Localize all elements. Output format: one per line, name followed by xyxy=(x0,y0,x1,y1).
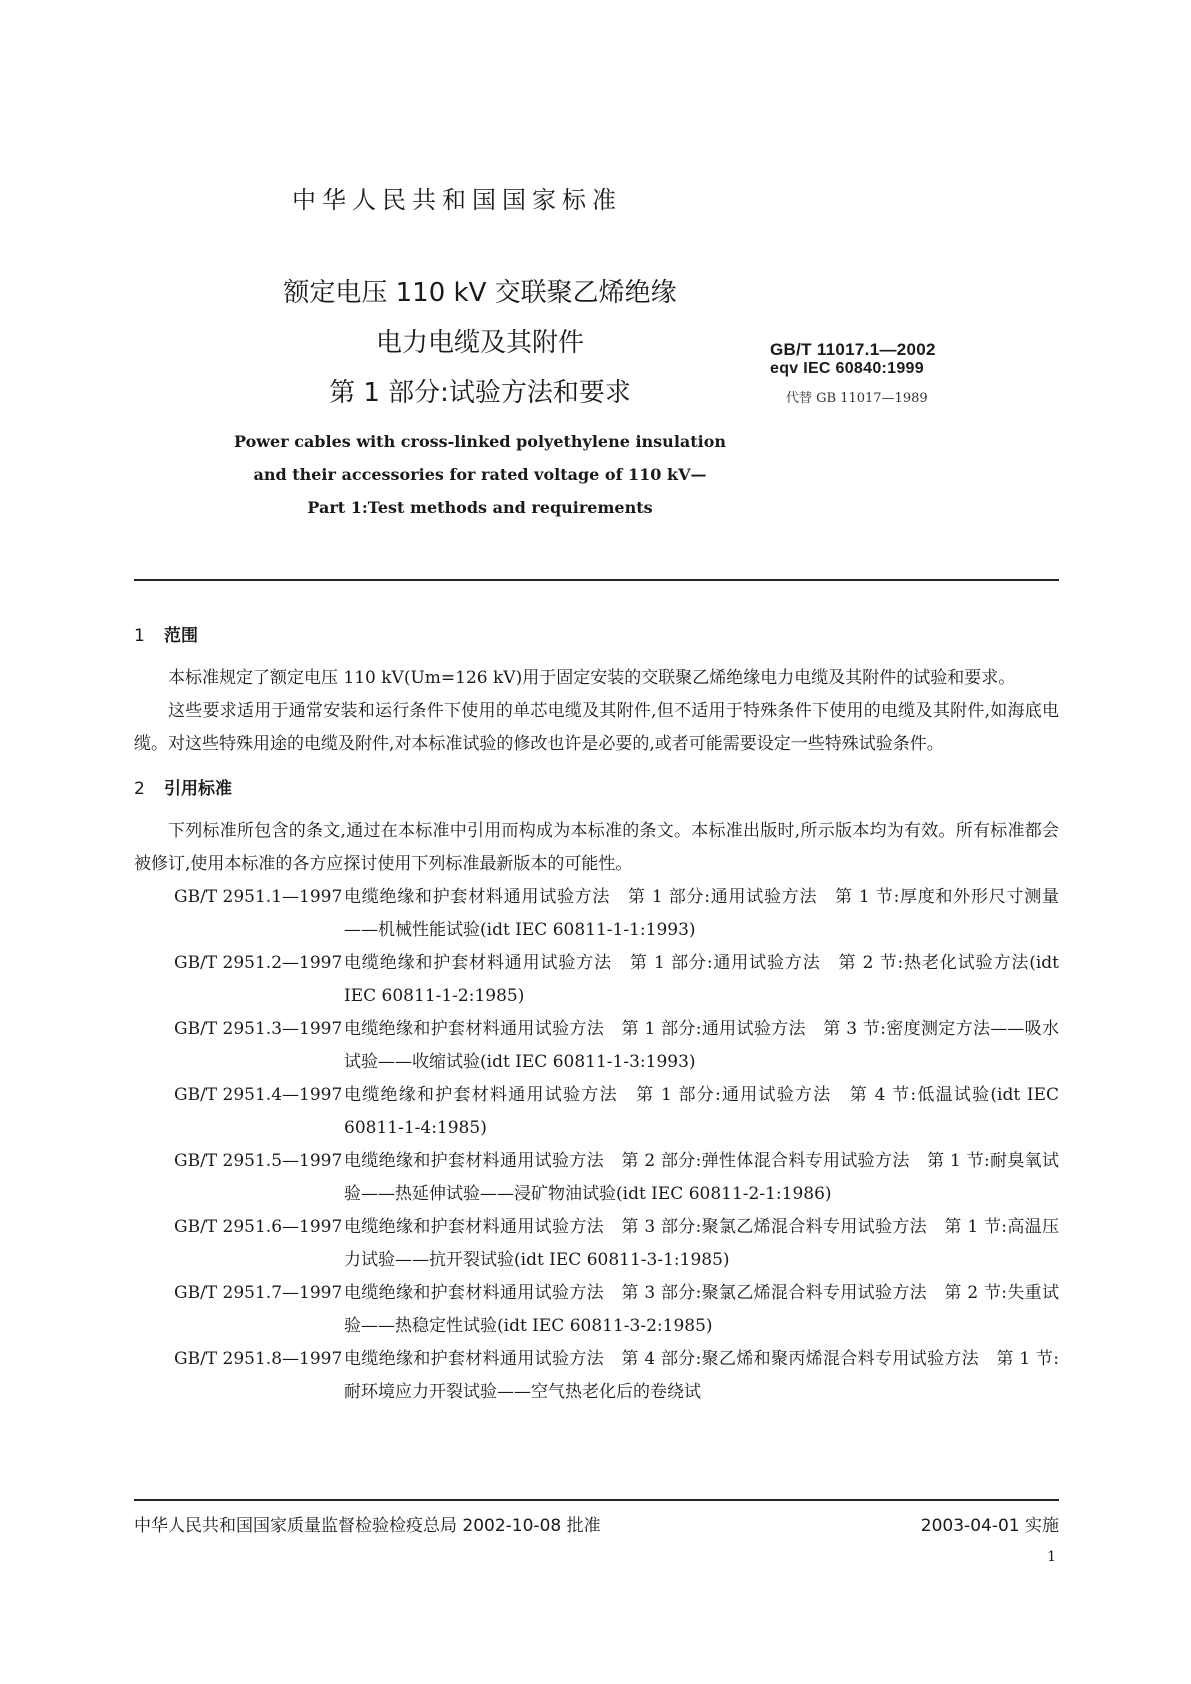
chinese-title xyxy=(250,268,710,418)
reference-item xyxy=(134,1013,1059,1079)
reference-code: GB/T 2951.5—1997 xyxy=(174,1151,343,1171)
chinese-title-line: 第 1 部分:试验方法和要求 xyxy=(329,378,631,408)
reference-code: GB/T 2951.2—1997 xyxy=(174,953,343,973)
reference-title: 电缆绝缘和护套材料通用试验方法 第 1 部分:通用试验方法 第 4 节:低温试验(idt IEC 60811-1-4:1985) xyxy=(344,1085,1059,1138)
reference-item xyxy=(134,1145,1059,1211)
section-2-heading xyxy=(134,773,1059,806)
reference-item xyxy=(134,1079,1059,1145)
reference-code: GB/T 2951.1—1997 xyxy=(174,887,343,907)
chinese-title-line: 电力电缆及其附件 xyxy=(375,328,584,358)
reference-code: GB/T 2951.3—1997 xyxy=(174,1019,343,1039)
reference-title: 电缆绝缘和护套材料通用试验方法 第 2 部分:弹性体混合料专用试验方法 第 1 节:耐臭氧试验——热延伸试验——浸矿物油试验(idt IEC 60811-2-1:1986) xyxy=(344,1151,1059,1204)
standard-identifier-block xyxy=(770,340,936,406)
section-title: 引用标准 xyxy=(164,779,232,799)
english-title-line: Power cables with cross-linked polyethylene insulation xyxy=(233,432,727,451)
header-divider xyxy=(134,579,1059,581)
reference-title: 电缆绝缘和护套材料通用试验方法 第 1 部分:通用试验方法 第 3 节:密度测定方法——吸水试验——收缩试验(idt IEC 60811-1-3:1993) xyxy=(344,1019,1059,1072)
page-number: 1 xyxy=(1047,1549,1056,1565)
section-title: 范围 xyxy=(164,626,198,646)
section-number: 1 xyxy=(134,626,145,646)
reference-code: GB/T 2951.8—1997 xyxy=(174,1349,343,1369)
reference-item xyxy=(134,1211,1059,1277)
references-intro: 下列标准所包含的条文,通过在本标准中引用而构成为本标准的条文。本标准出版时,所示版本均为有效。所有标准都会被修订,使用本标准的各方应探讨使用下列标准最新版本的可能性。 xyxy=(134,821,1059,874)
english-title-line: and their accessories for rated voltage of 110 kV— xyxy=(253,465,707,484)
english-title xyxy=(190,425,770,524)
equivalent-standard: eqv IEC 60840:1999 xyxy=(770,360,924,377)
reference-title: 电缆绝缘和护套材料通用试验方法 第 3 部分:聚氯乙烯混合料专用试验方法 第 2 节:失重试验——热稳定性试验(idt IEC 60811-3-2:1985) xyxy=(344,1283,1059,1336)
reference-title: 电缆绝缘和护套材料通用试验方法 第 1 部分:通用试验方法 第 2 节:热老化试验方法(idt IEC 60811-1-2:1985) xyxy=(344,953,1059,1006)
standard-code: GB/T 11017.1—2002 xyxy=(770,340,936,359)
approval-statement: 中华人民共和国国家质量监督检验检疫总局 2002-10-08 批准 xyxy=(134,1516,601,1536)
reference-title: 电缆绝缘和护套材料通用试验方法 第 1 部分:通用试验方法 第 1 节:厚度和外形尺寸测量——机械性能试验(idt IEC 60811-1-1:1993) xyxy=(344,887,1059,940)
reference-title: 电缆绝缘和护套材料通用试验方法 第 4 部分:聚乙烯和聚丙烯混合料专用试验方法 第 1 节:耐环境应力开裂试验——空气热老化后的卷绕试 xyxy=(344,1349,1059,1402)
reference-item xyxy=(134,881,1059,947)
reference-code: GB/T 2951.7—1997 xyxy=(174,1283,343,1303)
english-title-line: Part 1:Test methods and requirements xyxy=(307,498,653,517)
scope-paragraph-2: 这些要求适用于通常安装和运行条件下使用的单芯电缆及其附件,但不适用于特殊条件下使用的电缆及其附件,如海底电缆。对这些特殊用途的电缆及附件,对本标准试验的修改也许是必要的,或者可能需要设定一些特殊试验条件。 xyxy=(134,701,1059,754)
section-1-heading xyxy=(134,620,1059,653)
reference-item xyxy=(134,947,1059,1013)
scope-paragraph-1: 本标准规定了额定电压 110 kV(Um=126 kV)用于固定安装的交联聚乙烯绝缘电力电缆及其附件的试验和要求。 xyxy=(168,668,1016,688)
footer-divider xyxy=(134,1499,1059,1501)
reference-title: 电缆绝缘和护套材料通用试验方法 第 3 部分:聚氯乙烯混合料专用试验方法 第 1 节:高温压力试验——抗开裂试验(idt IEC 60811-3-1:1985) xyxy=(344,1217,1059,1270)
implementation-date: 2003-04-01 实施 xyxy=(920,1516,1059,1536)
chinese-title-line: 额定电压 110 kV 交联聚乙烯绝缘 xyxy=(283,278,677,308)
supersedes-note: 代替 GB 11017—1989 xyxy=(786,391,928,406)
reference-item xyxy=(134,1277,1059,1343)
reference-item xyxy=(134,1343,1059,1409)
section-number: 2 xyxy=(134,779,145,799)
document-body xyxy=(134,620,1059,1409)
reference-code: GB/T 2951.6—1997 xyxy=(174,1217,343,1237)
reference-code: GB/T 2951.4—1997 xyxy=(174,1085,343,1105)
national-standard-heading: 中华人民共和国国家标准 xyxy=(292,186,622,214)
reference-list xyxy=(134,881,1059,1409)
